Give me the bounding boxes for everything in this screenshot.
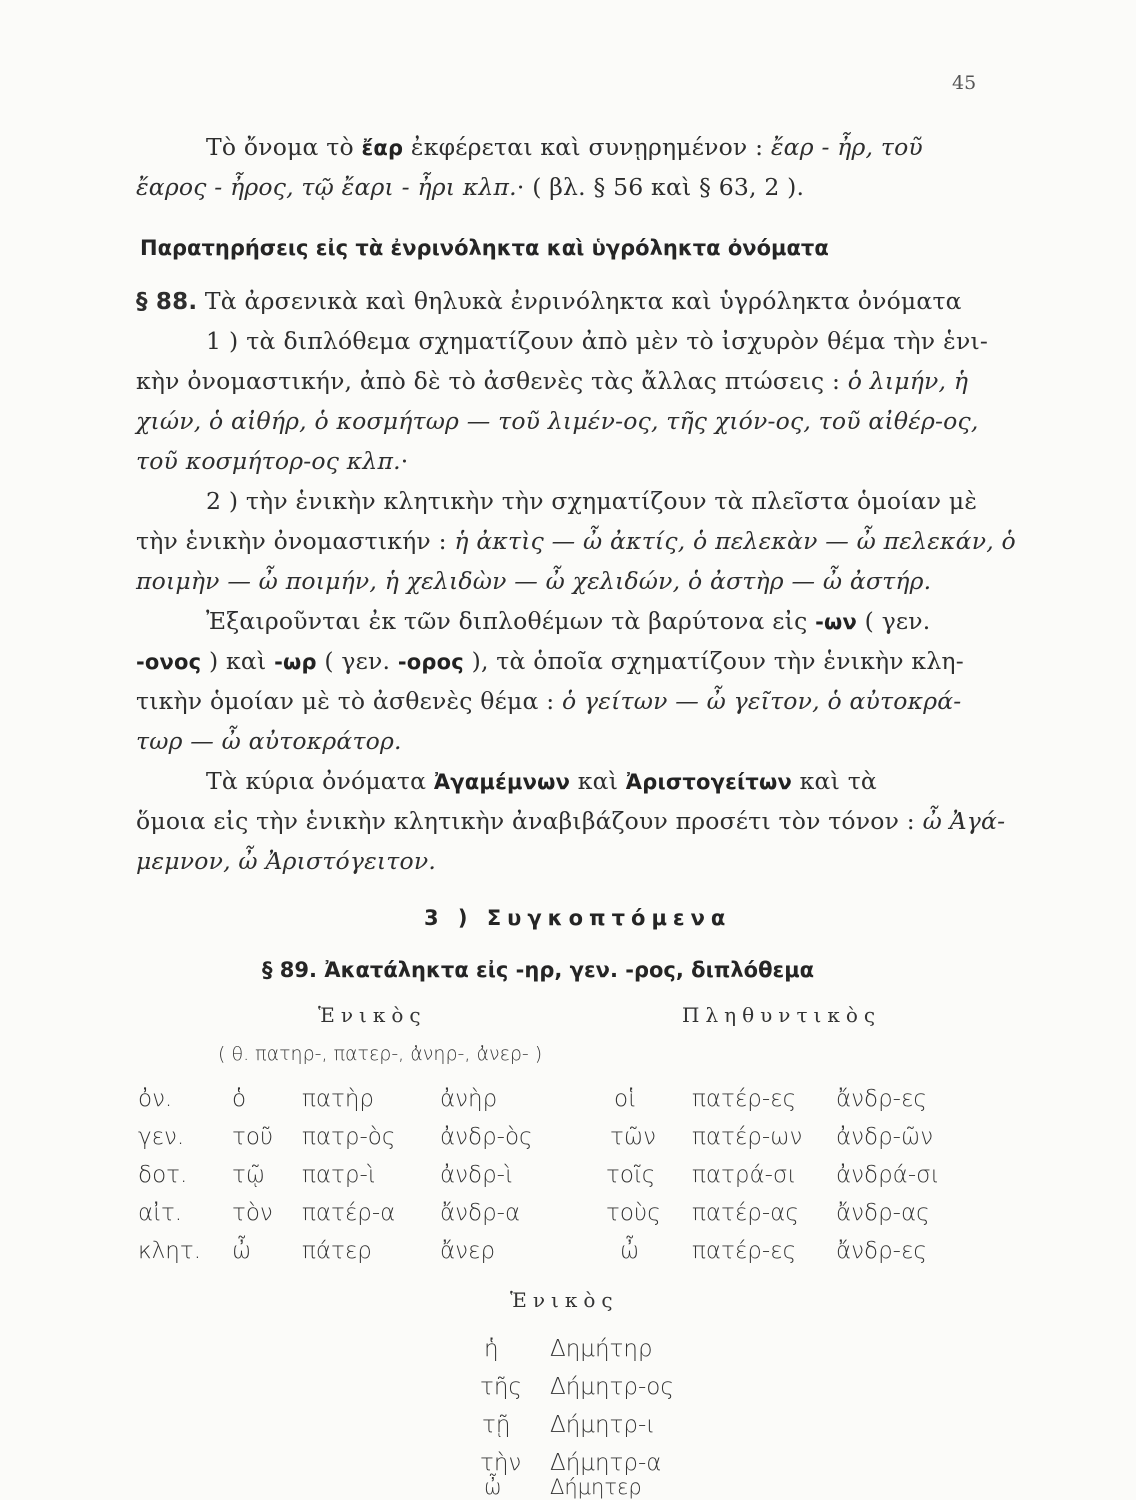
form: Δήμητρ-ι xyxy=(550,1412,656,1438)
form: πάτερ xyxy=(302,1238,372,1264)
section-89-heading xyxy=(262,958,814,982)
paragraph-line xyxy=(136,526,1016,556)
text: Ἐξαιροῦνται ἐκ τῶν διπλοθέμων τὰ βαρύτονα εἰς xyxy=(206,607,816,635)
form: ἀνδρά-σι xyxy=(836,1162,940,1188)
form: πατέρ-ας xyxy=(692,1200,799,1226)
text: · ( βλ. § 56 καὶ § 63, 2 ). xyxy=(516,173,805,201)
case-label: γεν. xyxy=(138,1124,185,1150)
paragraph-line: μεμνον, ὦ Ἀριστόγειτον. xyxy=(136,847,437,875)
text: · xyxy=(400,447,409,475)
form: ἀνδρ-ῶν xyxy=(836,1124,934,1150)
form: Δήμητρ-ος xyxy=(550,1374,674,1400)
bold-name: Ἀγαμέμνων xyxy=(433,770,571,794)
paragraph-line: ποιμὴν — ὦ ποιμήν, ἡ χελιδὼν — ὦ χελιδών, ὁ ἀστὴρ — ὦ ἀστήρ. xyxy=(136,567,932,595)
text: Τὰ ἀρσενικὰ καὶ θηλυκὰ ἐνρινόληκτα καὶ ὑγρόληκτα ὀνόματα xyxy=(197,287,962,315)
form: ἀνδρ-ὸς xyxy=(440,1124,533,1150)
article: τὸν xyxy=(232,1200,273,1226)
article: ὦ xyxy=(232,1238,252,1264)
form: ἄνδρ-ες xyxy=(836,1086,927,1112)
form: πατέρ-α xyxy=(302,1200,396,1226)
article: τοὺς xyxy=(606,1200,661,1226)
text: καὶ τὰ xyxy=(791,767,877,795)
form: πατέρ-ες xyxy=(692,1238,797,1264)
form: πατὴρ xyxy=(302,1086,375,1112)
article: τῇ xyxy=(482,1412,511,1438)
text: ( γεν. xyxy=(856,607,931,635)
italic-example: ὁ λιμήν, ἡ xyxy=(847,367,969,395)
italic-example: ἔαρος - ἦρος, τῷ ἔαρι - ἦρι κλπ. xyxy=(136,173,517,201)
paragraph-line: τωρ — ὦ αὐτοκράτορ. xyxy=(136,727,402,755)
demeter-header: Ἑνικὸς xyxy=(510,1288,619,1312)
stems-note: ( θ. πατηρ-, πατερ-, ἀνηρ-, ἀνερ- ) xyxy=(218,1043,543,1065)
italic-example: ἡ ἀκτὶς — ὦ ἀκτίς, ὁ πελεκὰν — ὦ πελεκάν, ὁ xyxy=(454,527,1016,555)
paragraph-line xyxy=(136,806,1006,836)
subsection-heading: 3 ) Συγκοπτόμενα xyxy=(424,906,732,930)
article: ὦ xyxy=(484,1475,502,1499)
paragraph-line xyxy=(136,646,988,677)
paragraph-line: 1 ) τὰ διπλόθεμα σχηματίζουν ἀπὸ μὲν τὸ ἰσχυρὸν θέμα τὴν ἑνι- xyxy=(206,327,988,355)
italic-example: ὦ Ἀγά- xyxy=(922,807,1006,835)
form: πατρ-ὸς xyxy=(302,1124,396,1150)
section-number: § 88. xyxy=(136,289,198,315)
italic-example: τοῦ κοσμήτορ-ος κλπ. xyxy=(136,447,401,475)
paragraph-line xyxy=(136,366,988,396)
form: Δήμητερ xyxy=(550,1475,642,1499)
text: τικὴν ὁμοίαν μὲ τὸ ἀσθενὲς θέμα : xyxy=(136,687,563,715)
paragraph-line xyxy=(136,446,988,476)
section-title: Ἀκατάληκτα εἰς -ηρ, γεν. -ρος, διπλόθεμα xyxy=(317,958,815,982)
bold-name: Ἀριστογείτων xyxy=(625,770,792,794)
text: ) καὶ xyxy=(201,647,275,675)
form: πατρ-ὶ xyxy=(302,1162,376,1188)
bold-term: ἔαρ xyxy=(361,136,404,160)
text: Τὸ ὄνομα τὸ xyxy=(206,133,362,161)
text: ὅμοια εἰς τὴν ἑνικὴν κλητικὴν ἀναβιβάζουν προσέτι τὸν τόνον : xyxy=(136,807,923,835)
paragraph-line xyxy=(136,686,988,716)
article: ὦ xyxy=(620,1238,640,1264)
article: ὁ xyxy=(232,1086,247,1112)
bold-ending: -ων xyxy=(815,610,857,634)
italic-example: ὁ γείτων — ὦ γεῖτον, ὁ αὐτοκρά- xyxy=(562,687,962,715)
form: πατρά-σι xyxy=(692,1162,797,1188)
text: Τὰ κύρια ὀνόματα xyxy=(206,767,434,795)
singular-header: Ἑνικὸς xyxy=(318,1003,427,1027)
paragraph-line xyxy=(136,172,988,202)
paragraph-line xyxy=(136,286,988,317)
form: ἄνδρ-α xyxy=(440,1200,521,1226)
text: ( γεν. xyxy=(316,647,398,675)
plural-header: Πληθυντικὸς xyxy=(682,1003,882,1027)
case-label: αἰτ. xyxy=(138,1200,183,1226)
text: ἐκφέρεται καὶ συνῃρημένον : xyxy=(403,133,771,161)
form: ἄνδρ-ας xyxy=(836,1200,930,1226)
section-number: § 89. xyxy=(262,958,318,982)
text: καὶ xyxy=(570,767,626,795)
text: κὴν ὀνομαστικήν, ἀπὸ δὲ τὸ ἀσθενὲς τὰς ἄλλας πτώσεις : xyxy=(136,367,848,395)
text: τὴν ἑνικὴν ὀνομαστικήν : xyxy=(136,527,455,555)
paragraph-line: 2 ) τὴν ἑνικὴν κλητικὴν τὴν σχηματίζουν τὰ πλεῖστα ὁμοίαν μὲ xyxy=(206,487,978,515)
section-heading: Παρατηρήσεις εἰς τὰ ἐνρινόληκτα καὶ ὑγρόληκτα ὀνόματα xyxy=(140,236,829,260)
paragraph-line: χιών, ὁ αἰθήρ, ὁ κοσμήτωρ — τοῦ λιμέν-ος, τῆς χιόν-ος, τοῦ αἰθέρ-ος, xyxy=(136,407,979,435)
paragraph-line xyxy=(206,606,988,637)
case-label: ὀν. xyxy=(138,1086,173,1112)
article: τοῖς xyxy=(606,1162,656,1188)
article: τῶν xyxy=(610,1124,656,1150)
article: τῆς xyxy=(480,1374,522,1400)
bold-ending: -ωρ xyxy=(274,650,317,674)
form: ἀνδρ-ὶ xyxy=(440,1162,513,1188)
form: πατέρ-ων xyxy=(692,1124,803,1150)
article: τὴν xyxy=(480,1450,522,1476)
article: τῷ xyxy=(232,1162,266,1188)
form: ἄνερ xyxy=(440,1238,496,1264)
form: Δήμητρ-α xyxy=(550,1450,662,1476)
italic-example: ἔαρ - ἦρ, τοῦ xyxy=(770,133,923,161)
form: Δημήτηρ xyxy=(550,1336,653,1362)
article: τοῦ xyxy=(232,1124,274,1150)
bold-ending: -ορος xyxy=(397,650,464,674)
text: ), τὰ ὁποῖα σχηματίζουν τὴν ἑνικὴν κλη- xyxy=(463,647,964,675)
page-number: 45 xyxy=(952,72,977,94)
case-label: δοτ. xyxy=(138,1162,188,1188)
form: ἀνὴρ xyxy=(440,1086,498,1112)
paragraph-line xyxy=(206,766,988,797)
case-label: κλητ. xyxy=(138,1238,202,1264)
article: οἱ xyxy=(614,1086,636,1112)
paragraph-line xyxy=(206,132,988,163)
article: ἡ xyxy=(484,1336,499,1362)
form: πατέρ-ες xyxy=(692,1086,797,1112)
form: ἄνδρ-ες xyxy=(836,1238,927,1264)
bold-ending: -ονος xyxy=(136,650,202,674)
